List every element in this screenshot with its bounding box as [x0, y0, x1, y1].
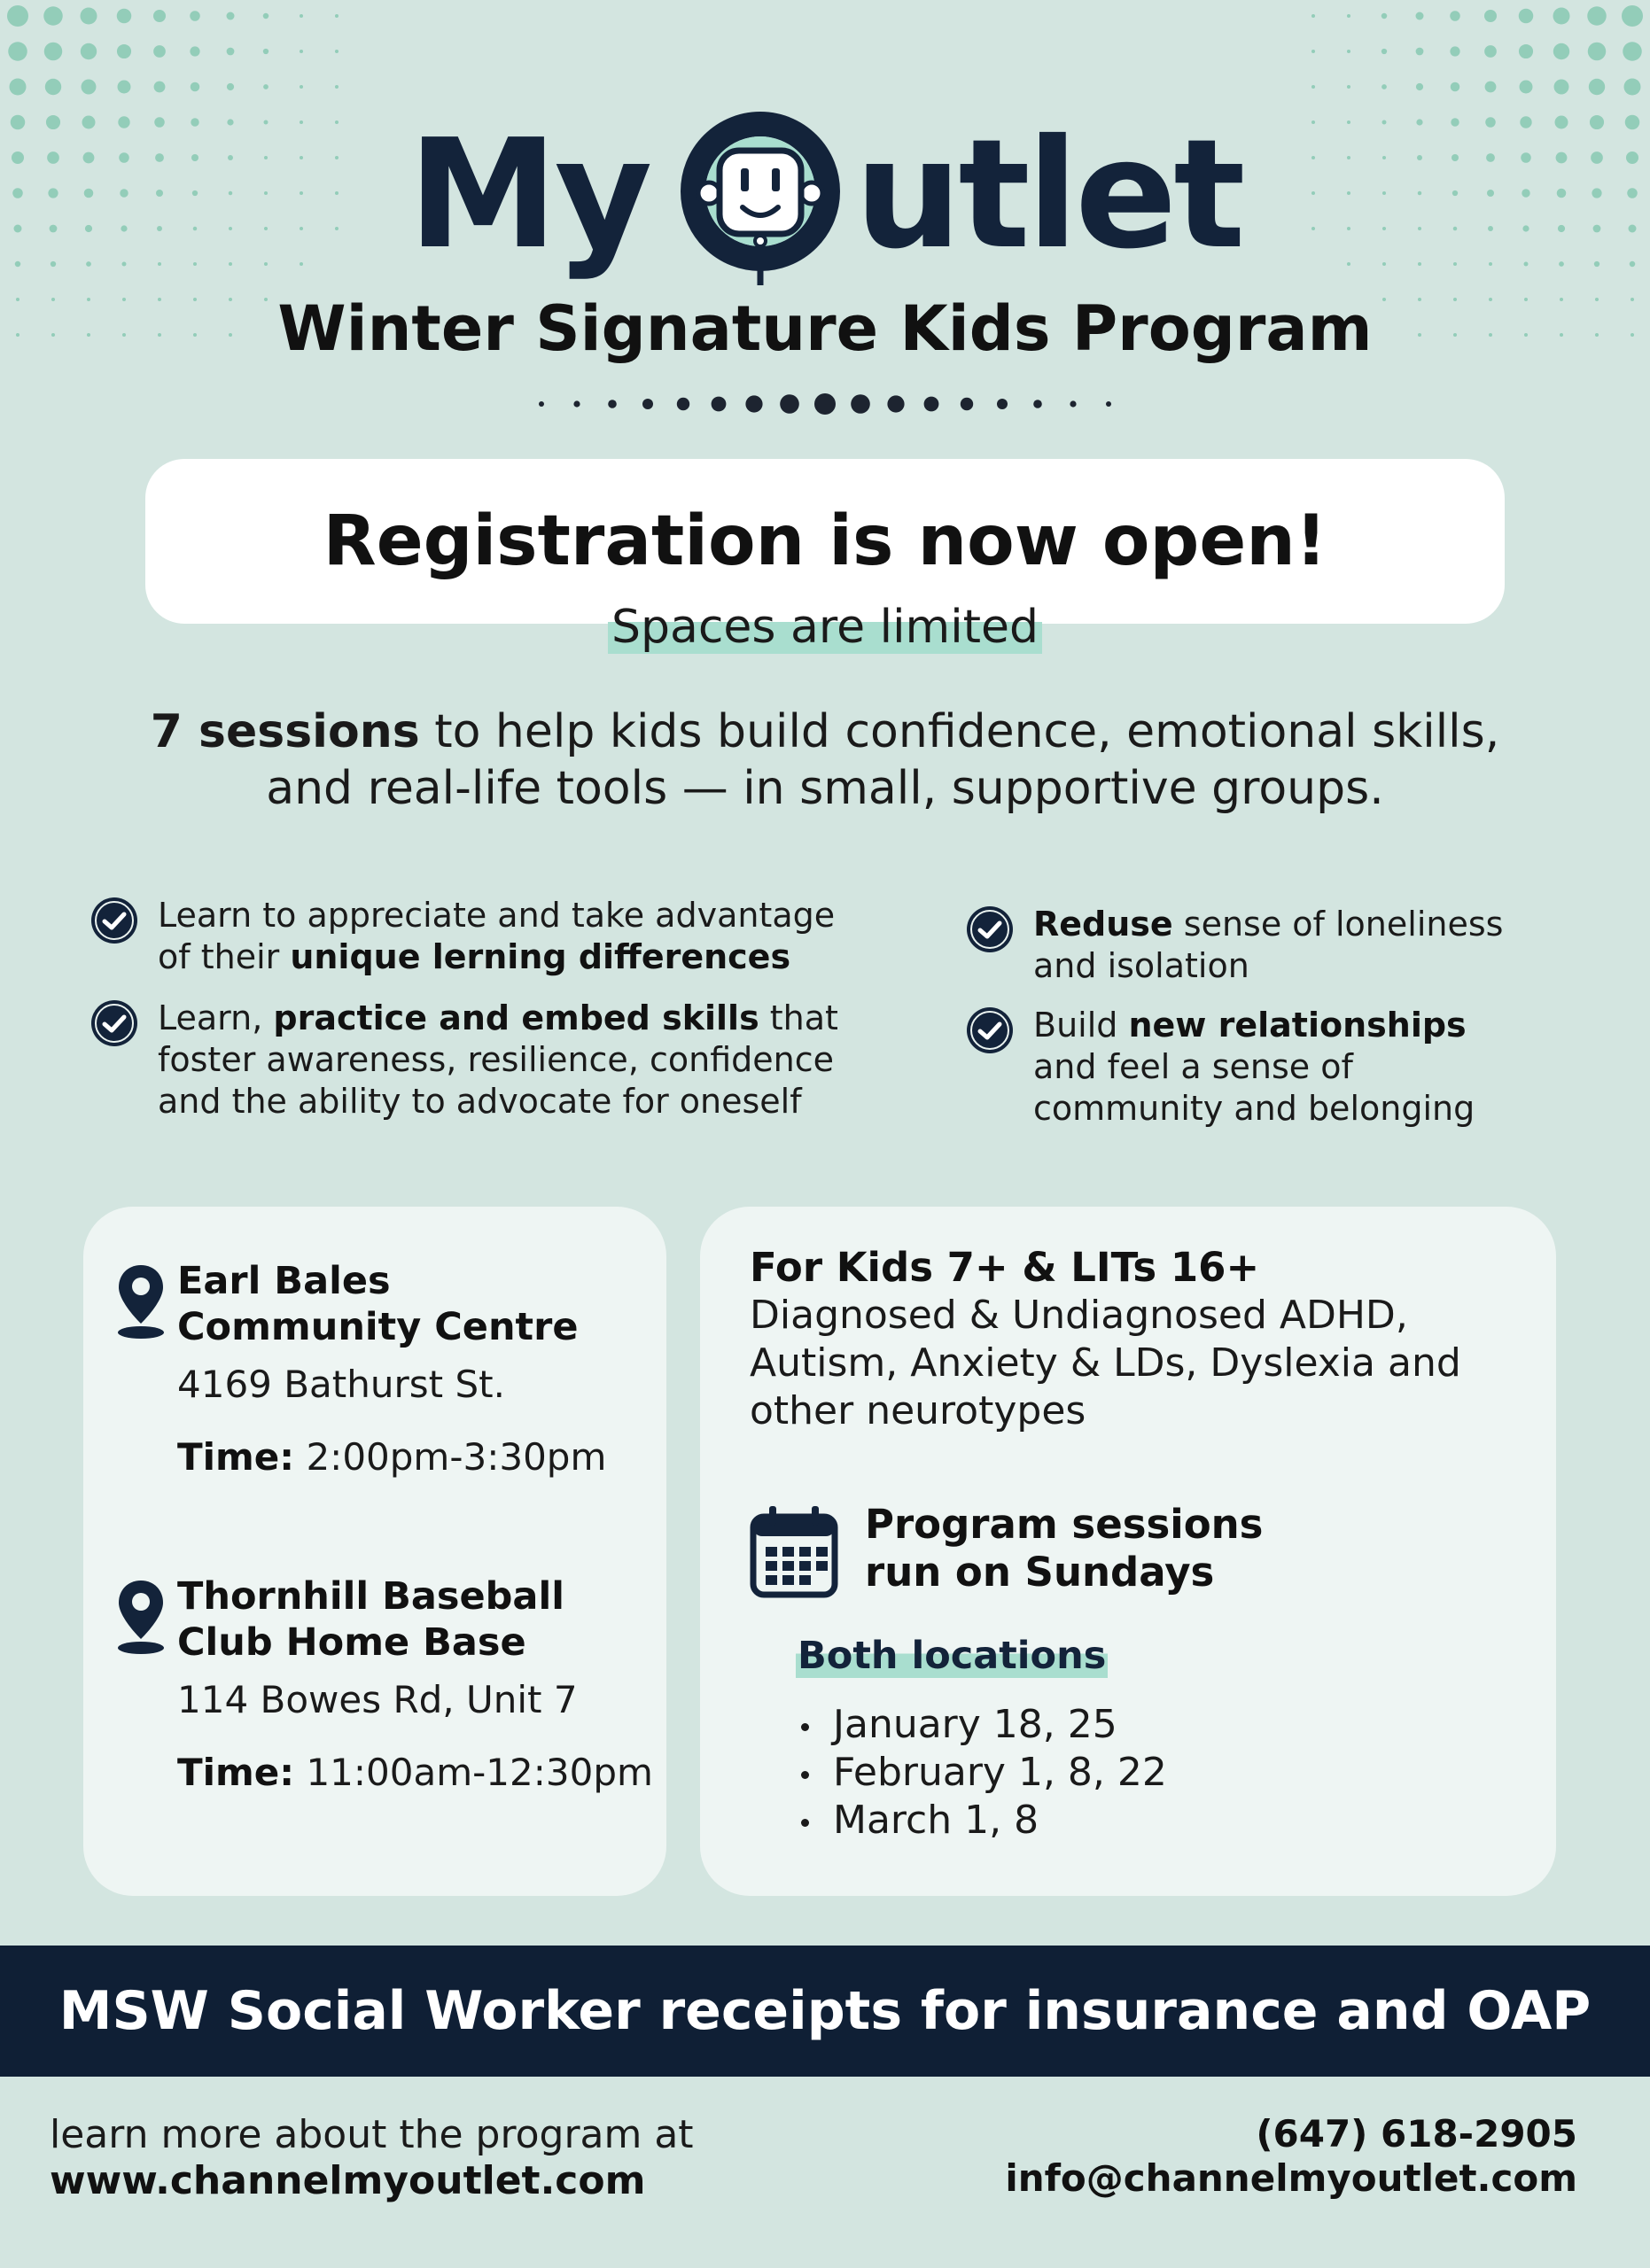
phone-number[interactable]: (647) 618-2905 — [1256, 2112, 1577, 2155]
halftone-dot — [1589, 79, 1605, 95]
registration-banner — [145, 459, 1505, 624]
both-locations-label: Both locations — [798, 1634, 1107, 1678]
bullet-text: Learn to appreciate and take advantage of their — [158, 896, 836, 976]
halftone-dot — [8, 42, 27, 61]
halftone-dot — [1623, 42, 1642, 61]
time-value: 2:00pm-3:30pm — [294, 1435, 607, 1479]
time-label: Time: — [177, 1435, 295, 1479]
halftone-dot — [1624, 79, 1641, 96]
bullet-bold-text: new relationships — [1128, 1006, 1467, 1045]
program-subtitle: Winter Signature Kids Program — [277, 292, 1373, 365]
intro-text-line2: and real-life tools — in small, supportive groups. — [266, 762, 1384, 815]
location-name-line: Community Centre — [177, 1305, 579, 1349]
halftone-dot — [1416, 48, 1424, 56]
halftone-dot — [1587, 6, 1607, 26]
halftone-dot — [1451, 82, 1460, 92]
halftone-dot — [1416, 83, 1423, 90]
halftone-dot — [81, 8, 97, 25]
halftone-dot — [1484, 10, 1497, 22]
audience-description — [750, 1292, 1461, 1435]
session-date-item: February 1, 8, 22 — [798, 1749, 1167, 1797]
bullet-text: Learn, — [158, 998, 274, 1037]
divider-dot — [1106, 401, 1111, 407]
intro-text: to help kids build confidence, emotional skills, — [419, 705, 1500, 758]
divider-dot — [814, 393, 836, 415]
location-address: 114 Bowes Rd, Unit 7 — [177, 1678, 578, 1721]
spaces-limited-text: Spaces are limited — [608, 601, 1042, 654]
halftone-dot — [1519, 9, 1534, 24]
location-pin-icon — [113, 1262, 168, 1343]
halftone-dot — [1311, 14, 1315, 18]
divider-dot — [887, 395, 904, 412]
halftone-dot — [1484, 45, 1497, 58]
halftone-dot — [1311, 50, 1315, 53]
halftone-dot — [300, 14, 303, 18]
divider-dot — [1070, 400, 1076, 407]
intro-sessions-count: 7 sessions — [150, 705, 420, 758]
outlet-mascot-icon — [681, 112, 840, 289]
halftone-dot — [1519, 44, 1533, 58]
halftone-dot — [1485, 82, 1497, 93]
sessions-title-line: run on Sundays — [865, 1549, 1215, 1596]
halftone-dot — [153, 10, 166, 22]
divider-dot — [539, 401, 544, 407]
halftone-dot — [1347, 14, 1350, 18]
halftone-dot — [1347, 85, 1350, 89]
program-intro — [106, 703, 1544, 817]
insurance-banner-text: MSW Social Worker receipts for insurance and OAP — [58, 1980, 1592, 2042]
brand-logo — [0, 106, 1650, 284]
halftone-dot — [43, 6, 63, 26]
halftone-dot — [190, 46, 199, 56]
halftone-dot — [117, 44, 131, 58]
halftone-dot — [263, 84, 269, 89]
sessions-schedule-title — [865, 1501, 1263, 1596]
website-link[interactable]: www.channelmyoutlet.com — [50, 2158, 646, 2203]
benefit-bullet — [964, 904, 1602, 987]
halftone-dot — [1553, 8, 1570, 25]
time-label: Time: — [177, 1751, 295, 1794]
halftone-dot — [1588, 43, 1606, 60]
calendar-icon — [748, 1503, 840, 1600]
halftone-dot — [44, 43, 62, 60]
halftone-dot — [1381, 49, 1387, 54]
halftone-dot — [300, 85, 303, 89]
bullet-bold-text: Reduse — [1033, 905, 1173, 944]
sessions-title-line: Program sessions — [865, 1501, 1264, 1548]
halftone-dot — [1381, 84, 1387, 89]
halftone-dot — [154, 82, 166, 93]
halftone-dot — [1622, 5, 1643, 27]
location-time — [177, 1435, 606, 1479]
session-date-item: March 1, 8 — [798, 1797, 1167, 1845]
halftone-dot — [227, 48, 235, 56]
bullet-bold-text: unique lerning differences — [290, 937, 791, 976]
spaces-limited-note — [0, 601, 1650, 654]
benefit-bullet — [89, 998, 886, 1122]
halftone-dot — [82, 80, 97, 95]
benefit-bullet — [964, 1005, 1602, 1130]
learn-more-text: learn more about the program at — [50, 2112, 694, 2157]
insurance-banner — [0, 1946, 1650, 2077]
halftone-dot — [1450, 46, 1459, 56]
location-pin-icon — [113, 1577, 168, 1658]
halftone-dot — [10, 79, 27, 96]
halftone-dot — [335, 50, 339, 53]
halftone-dot — [81, 43, 97, 59]
location-name — [177, 1258, 579, 1350]
halftone-dot — [153, 45, 166, 58]
divider-dot — [745, 395, 762, 412]
halftone-dot — [1416, 12, 1424, 20]
registration-headline: Registration is now open! — [323, 501, 1327, 581]
halftone-dot — [1554, 80, 1569, 95]
logo-word-utlet: utlet — [854, 107, 1242, 283]
halftone-dot — [191, 82, 200, 92]
time-value: 11:00am-12:30pm — [294, 1751, 653, 1794]
location-address: 4169 Bathurst St. — [177, 1363, 505, 1406]
location-name-line: Club Home Base — [177, 1620, 526, 1665]
halftone-dot — [1311, 85, 1315, 89]
halftone-dot — [117, 9, 132, 24]
divider-dot — [924, 397, 939, 412]
bullet-text: and feel a sense of community and belonging — [1033, 1047, 1475, 1128]
halftone-dot — [1381, 13, 1388, 19]
halftone-dot — [1520, 81, 1533, 94]
divider-dot — [851, 394, 870, 414]
benefit-bullet — [89, 895, 886, 978]
halftone-dot — [118, 81, 131, 94]
logo-word-my: My — [408, 107, 650, 283]
halftone-dot — [7, 5, 28, 27]
location-time — [177, 1751, 653, 1794]
location-name — [177, 1573, 564, 1666]
halftone-dot — [1553, 43, 1569, 59]
halftone-dot — [1347, 50, 1350, 53]
divider-dot — [712, 397, 727, 412]
email-link[interactable]: info@channelmyoutlet.com — [1005, 2156, 1577, 2200]
divider-dot — [608, 400, 617, 408]
check-circle-icon — [89, 998, 140, 1049]
check-circle-icon — [964, 904, 1016, 955]
divider-dot — [997, 399, 1008, 409]
bullet-bold-text: practice and embed skills — [273, 998, 759, 1037]
audience-description-line: other neurotypes — [750, 1388, 1086, 1433]
bullet-text: Build — [1033, 1006, 1129, 1045]
halftone-dot — [227, 83, 234, 90]
halftone-dot — [1450, 11, 1460, 21]
audience-description-line: Diagnosed & Undiagnosed ADHD, — [750, 1293, 1408, 1338]
divider-dot — [677, 398, 689, 410]
halftone-dot — [190, 11, 200, 21]
divider-dot — [780, 394, 799, 414]
halftone-dot — [263, 49, 269, 54]
halftone-dot — [335, 85, 339, 89]
bullet-text: that foster awareness, resilience, confidence and the ability to advocate for oneself — [158, 998, 838, 1121]
check-circle-icon — [89, 895, 140, 946]
halftone-dot — [263, 13, 269, 19]
halftone-dot — [45, 79, 61, 95]
audience-description-line: Autism, Anxiety & LDs, Dyslexia and — [750, 1340, 1461, 1386]
halftone-dot — [227, 12, 235, 20]
divider-dot — [573, 400, 580, 407]
halftone-dot — [300, 50, 303, 53]
halftone-dot — [335, 14, 339, 18]
divider-dots — [0, 386, 1650, 422]
divider-dot — [961, 398, 973, 410]
check-circle-icon — [964, 1005, 1016, 1056]
location-name-line: Thornhill Baseball — [177, 1574, 564, 1619]
audience-title: For Kids 7+ & LITs 16+ — [750, 1244, 1260, 1291]
divider-dot — [1033, 400, 1042, 408]
session-dates-list — [798, 1701, 1167, 1845]
bullet-text: sense of loneliness and isolation — [1033, 905, 1504, 985]
divider-dot — [642, 399, 653, 409]
session-date-item: January 18, 25 — [798, 1701, 1167, 1749]
location-name-line: Earl Bales — [177, 1259, 391, 1303]
